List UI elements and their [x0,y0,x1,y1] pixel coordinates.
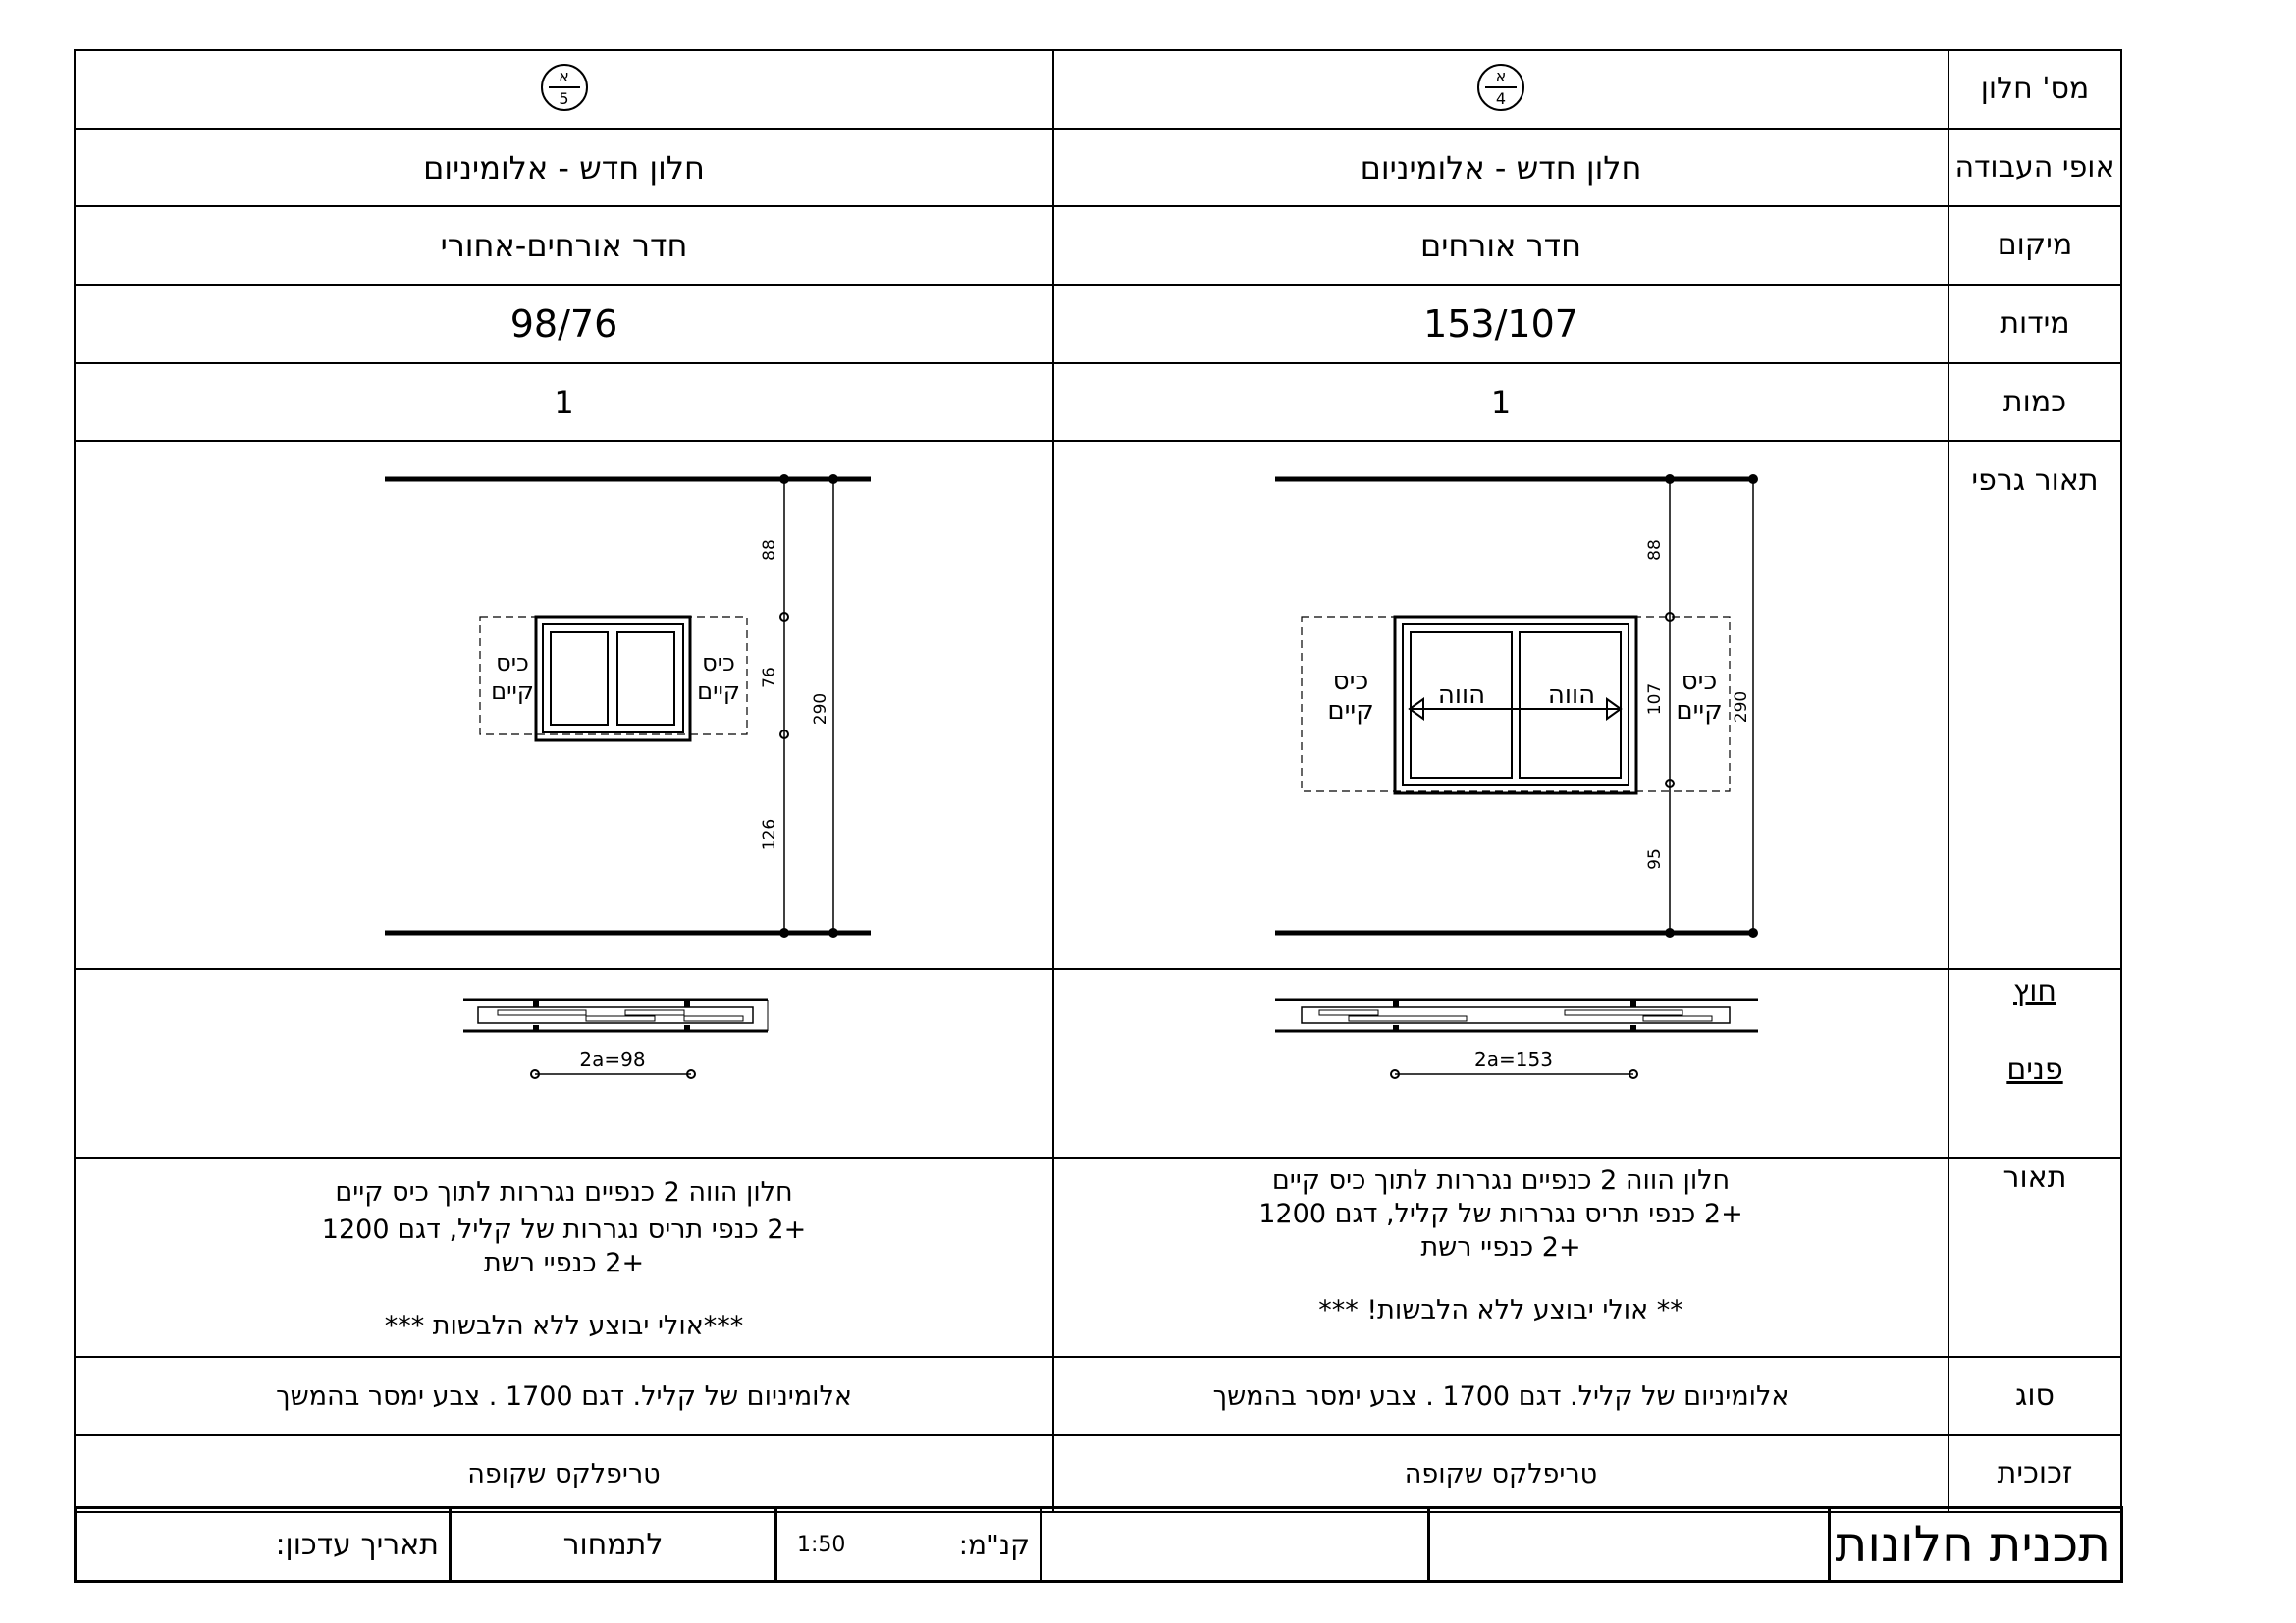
title-block [74,1506,2123,1583]
glass-2: טריפלקס שקופה [75,1435,1053,1512]
header-window-no: מס' חלון [1949,50,2121,129]
dim-mid-1: 107 [1645,682,1665,716]
desc-line: +2 כנפיי רשת [483,1248,645,1278]
elevation-drawing-2 [76,442,1054,964]
plan-width-1: 2a=153 [1474,1048,1553,1071]
description-1 [1053,1158,1949,1357]
tender-label: לתמחור [451,1508,776,1582]
pocket-right-2-a: כיס [702,649,735,676]
dim-mid-2: 76 [760,667,779,688]
dim-top-1: 88 [1645,539,1665,561]
pocket-right-1-b: קיים [1676,696,1723,726]
header-plan [1949,969,2121,1158]
pocket-left-2-a: כיס [496,649,529,676]
pocket-right-2-b: קיים [697,677,740,705]
plan-cell-1 [1053,969,1949,1158]
dims-2: 98/76 [75,285,1053,363]
windows-schedule-table [74,49,2122,1513]
qty-1: 1 [1053,363,1949,441]
desc-line: חלון הווה 2 כנפיים נגררות לתוך כיס קיים [335,1177,793,1208]
update-date-label: תאריך עדכון: [76,1508,451,1582]
elevation-cell-1 [1053,441,1949,969]
desc-line: חלון הווה 2 כנפיים נגררות לתוך כיס קיים [1271,1165,1731,1196]
dims-1: 153/107 [1053,285,1949,363]
dim-total-1: 290 [1732,690,1751,724]
desc-note: ***אולי יבוצע ללא הלבשות *** [384,1311,744,1341]
glass-1: טריפלקס שקופה [1053,1435,1949,1512]
header-desc: תאור [1949,1158,2121,1357]
qty-2: 1 [75,363,1053,441]
pocket-left-2-b: קיים [491,677,534,705]
window-tag-letter: א [559,67,569,85]
scale-cell [776,1508,1041,1582]
dim-bottom-2: 126 [760,818,779,851]
desc-line: +2 כנפי תריס נגררות של קליל, דגם 1200 [321,1215,807,1245]
header-graphic: תאור גרפי [1949,441,2121,969]
sash-label-1-b: הווה [1547,680,1596,710]
elevation-drawing-1 [1054,442,1949,964]
desc-line: +2 כנפיי רשת [1420,1232,1581,1263]
desc-line: +2 כנפי תריס נגררות של קליל, דגם 1200 [1258,1199,1743,1229]
scale-label: קנ"מ: [958,1529,1030,1561]
location-2: חדר אורחים-אחורי [75,206,1053,285]
header-location: מיקום [1949,206,2121,285]
pocket-left-1-b: קיים [1327,696,1374,726]
plan-width-2: 2a=98 [579,1048,646,1071]
window-tag-cell-1 [1053,50,1949,129]
work-type-2: חלון חדש - אלומיניום [75,129,1053,206]
pocket-right-1-a: כיס [1681,667,1718,696]
row-window-no [75,50,2121,129]
window-tag-cell-2 [75,50,1053,129]
window-tag-number: 5 [559,89,569,108]
window-tag-letter: א [1495,67,1507,85]
header-qty: כמות [1949,363,2121,441]
pocket-left-1-a: כיס [1332,667,1369,696]
dim-total-2: 290 [811,692,830,726]
desc-note: ** אולי יבוצע ללא הלבשות! *** [1318,1295,1683,1325]
location-1: חדר אורחים [1053,206,1949,285]
window-tag-2 [541,64,588,111]
plan-drawing-1 [1054,970,1949,1153]
plan-drawing-2 [76,970,1054,1153]
empty-cell-2 [1429,1508,1830,1582]
header-dims: מידות [1949,285,2121,363]
scale-value: 1:50 [797,1533,846,1557]
dim-bottom-1: 95 [1645,848,1665,870]
description-2 [75,1158,1053,1357]
type-2: אלומיניום של קליל. דגם 1700 . צבע ימסר בהמשך [75,1357,1053,1435]
dim-top-2: 88 [760,539,779,561]
header-glass: זכוכית [1949,1435,2121,1512]
window-tag-number: 4 [1495,89,1507,108]
header-outside: חוץ [2013,974,2056,1008]
drawing-title: תכנית חלונות [1830,1508,2122,1582]
work-type-1: חלון חדש - אלומיניום [1053,129,1949,206]
header-inside: פנים [2006,1053,2063,1087]
elevation-cell-2 [75,441,1053,969]
empty-cell-1 [1041,1508,1429,1582]
type-1: אלומיניום של קליל. דגם 1700 . צבע ימסר בהמשך [1053,1357,1949,1435]
header-work-type: אופי העבודה [1949,129,2121,206]
header-type: סוג [1949,1357,2121,1435]
sash-label-1-a: הווה [1437,680,1486,710]
window-tag-1 [1477,64,1524,111]
plan-cell-2 [75,969,1053,1158]
